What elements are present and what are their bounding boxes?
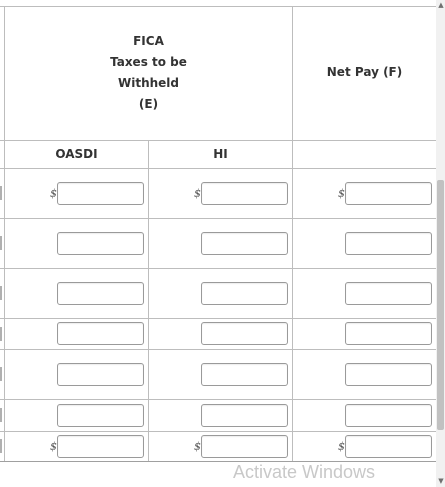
hi-input[interactable] <box>201 404 288 427</box>
table-top-border <box>0 6 436 7</box>
scrollbar-thumb[interactable] <box>437 180 444 430</box>
row-stub <box>0 186 2 200</box>
currency-symbol: $ <box>194 440 201 453</box>
oasdi-input[interactable] <box>57 404 144 427</box>
row-separator <box>0 349 436 350</box>
hi-header: HI <box>213 147 228 161</box>
net-pay-input[interactable] <box>345 363 432 386</box>
hi-input[interactable] <box>201 232 288 255</box>
row-stub <box>0 367 2 381</box>
fica-header-line: Taxes to be <box>110 55 187 69</box>
oasdi-input[interactable] <box>57 363 144 386</box>
scroll-down-arrow-icon[interactable]: ▼ <box>438 477 444 485</box>
currency-symbol: $ <box>338 187 345 200</box>
oasdi-input[interactable] <box>57 435 144 458</box>
row-stub <box>0 286 2 300</box>
net-pay-input[interactable] <box>345 182 432 205</box>
oasdi-input[interactable] <box>57 322 144 345</box>
net-pay-input[interactable] <box>345 322 432 345</box>
net-pay-header: Net Pay (F) <box>326 65 403 79</box>
net-pay-input[interactable] <box>345 435 432 458</box>
oasdi-input[interactable] <box>57 232 144 255</box>
activate-windows-watermark: Activate Windows <box>233 462 376 482</box>
row-stub <box>0 439 2 453</box>
subheader-bottom-border <box>0 168 436 169</box>
scroll-up-arrow-icon[interactable]: ▲ <box>438 1 444 9</box>
net-pay-input[interactable] <box>345 404 432 427</box>
header-bottom-border <box>0 140 436 141</box>
hi-input[interactable] <box>201 435 288 458</box>
oasdi-header: OASDI <box>55 147 98 161</box>
row-stub <box>0 236 2 250</box>
oasdi-hi-divider <box>148 140 149 462</box>
hi-input[interactable] <box>201 363 288 386</box>
hi-input[interactable] <box>201 282 288 305</box>
fica-header-line: Withheld <box>117 76 179 90</box>
hi-input[interactable] <box>201 322 288 345</box>
row-stub <box>0 327 2 341</box>
fica-header-line: (E) <box>138 97 159 111</box>
row-separator <box>0 218 436 219</box>
currency-symbol: $ <box>338 440 345 453</box>
oasdi-input[interactable] <box>57 282 144 305</box>
net-pay-input[interactable] <box>345 282 432 305</box>
fica-header-line: FICA <box>133 34 164 48</box>
oasdi-input[interactable] <box>57 182 144 205</box>
row-separator <box>0 318 436 319</box>
hi-input[interactable] <box>201 182 288 205</box>
fica-group-header <box>5 31 292 115</box>
currency-symbol: $ <box>194 187 201 200</box>
currency-symbol: $ <box>50 440 57 453</box>
row-separator <box>0 268 436 269</box>
net-pay-input[interactable] <box>345 232 432 255</box>
currency-symbol: $ <box>50 187 57 200</box>
row-separator <box>0 399 436 400</box>
row-separator <box>0 431 436 432</box>
row-stub <box>0 408 2 422</box>
